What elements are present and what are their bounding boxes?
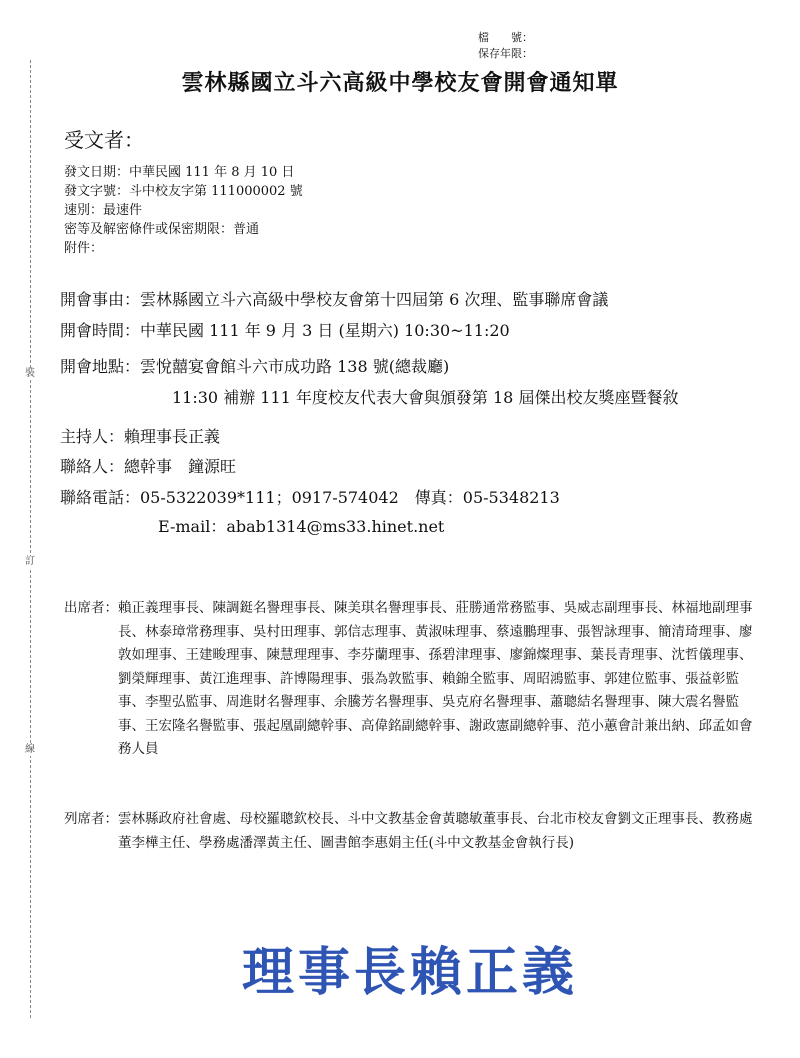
attachments: 附件： (64, 241, 104, 256)
confidentiality: 密等及解密條件或保密期限：普通 (64, 222, 260, 237)
document-number: 發文字號：斗中校友字第 111000002 號 (64, 184, 303, 199)
document-title: 雲林縣國立斗六高級中學校友會開會通知單 (181, 70, 619, 96)
issue-date: 發文日期：中華民國 111 年 8 月 10 日 (64, 165, 295, 180)
meeting-chair: 主持人：賴理事長正義 (60, 427, 221, 446)
urgency: 速別：最速件 (64, 203, 143, 218)
meeting-contact: 聯絡人：總幹事 鐘源旺 (60, 457, 237, 476)
meeting-reason: 開會事由：雲林縣國立斗六高級中學校友會第十四屆第 6 次理、監事聯席會議 (60, 290, 609, 309)
file-meta (478, 30, 533, 62)
binding-line (30, 60, 31, 1018)
file-number-label: 檔 號： (478, 31, 533, 44)
meeting-place-note: 11:30 補辦 111 年度校友代表大會與頒發第 18 屆傑出校友獎座暨餐敘 (172, 388, 679, 407)
svg-text:理事長賴正義: 理事長賴正義 (241, 942, 579, 1003)
header-fields (64, 163, 303, 258)
binding-mark-line: 線 (25, 744, 35, 755)
recipient-label: 受文者： (64, 128, 144, 152)
binding-mark-staple: 訂 (25, 556, 35, 567)
observers-label: 列席者： (64, 811, 118, 827)
meeting-time: 開會時間：中華民國 111 年 9 月 3 日 (星期六) 10:30~11:20 (60, 321, 510, 340)
meeting-place: 開會地點：雲悅囍宴會館斗六市成功路 138 號(總裁廳) (60, 357, 450, 376)
meeting-email: E-mail：abab1314@ms33.hinet.net (158, 517, 445, 536)
observers-list: 雲林縣政府社會處、母校羅聰欽校長、斗中文教基金會黃聰敏董事長、台北市校友會劉文正理事長、教務處董李樺主任、學務處潘澤黃主任、圖書館李惠娟主任(斗中文教基金會執行長) (118, 811, 753, 851)
attendees-list: 賴正義理事長、陳調鋌名譽理事長、陳美琪名譽理事長、莊勝通常務監事、吳威志副理事長、林福地副理事長、林泰璋常務理事、吳村田理事、郭信志理事、黃淑味理事、蔡遠鵬理事、張智詠理事、簡清琦理事、廖敦如理事、王建畯理事、陳慧理理事、李芬蘭理事、孫碧津理事、廖錦燦理事、葉長青理事、沈哲儀理事、劉榮輝理事、黃江進理事、許博陽理事、張為敦監事、賴錦全監事、周昭鴻監事、郭建位監事、張益彰監事、李聖弘監事、周進財名譽理事、余騰芳名譽理事、吳克府名譽理事、蕭聰結名譽理事、陳大震名譽監事、王宏隆名譽監事、張起凰副總幹事、高偉銘副總幹事、謝政憲副總幹事、范小蕙會計兼出納、邱孟如會務人員 (118, 600, 753, 757)
binding-mark-bind: 裝 (25, 368, 35, 379)
meeting-phone: 聯絡電話：05-5322039*111；0917-574042 傳真：05-5348213 (60, 488, 560, 507)
attendees-block (64, 597, 764, 762)
chairman-signature-seal (220, 930, 600, 1010)
retention-period-label: 保存年限： (478, 47, 533, 60)
observers-block (64, 808, 764, 855)
attendees-label: 出席者： (64, 600, 118, 616)
